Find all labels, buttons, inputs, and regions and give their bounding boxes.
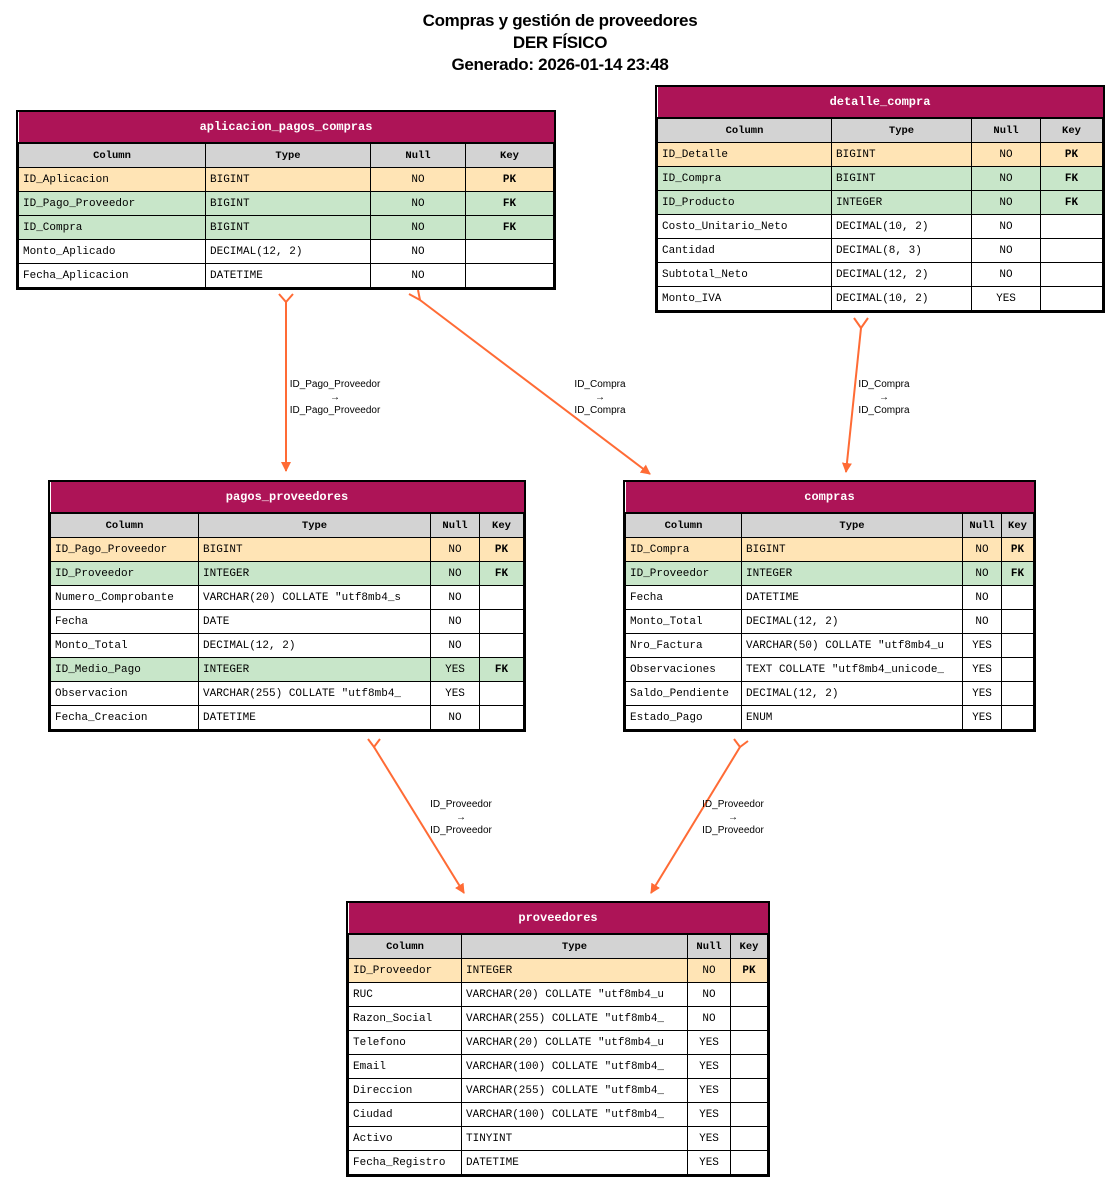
title-line-1: Compras y gestión de proveedores — [422, 11, 698, 30]
table-row — [626, 610, 1034, 634]
null-cell: NO — [431, 610, 480, 634]
column-header-key: Key — [480, 513, 524, 538]
type-cell: INTEGER — [742, 562, 963, 586]
null-cell: NO — [431, 562, 480, 586]
column-header-key: Key — [1041, 118, 1103, 143]
key-cell — [480, 610, 524, 634]
table-row — [349, 959, 768, 983]
key-cell — [1002, 706, 1034, 730]
key-cell — [1002, 658, 1034, 682]
null-cell: NO — [431, 634, 480, 658]
column-name-cell: ID_Pago_Proveedor — [51, 538, 199, 562]
table-row — [349, 1031, 768, 1055]
edge-label-aplicacion-compras: ID_Compra → ID_Compra — [574, 379, 626, 416]
null-cell: NO — [972, 167, 1041, 191]
key-cell — [1002, 634, 1034, 658]
null-cell: YES — [688, 1103, 731, 1127]
type-cell: DATETIME — [742, 586, 963, 610]
key-cell: FK — [480, 562, 524, 586]
column-header-key: Key — [466, 143, 554, 168]
key-cell — [731, 1127, 768, 1151]
column-name-cell: Ciudad — [349, 1103, 462, 1127]
key-cell — [731, 1007, 768, 1031]
edge-label-aplicacion-pagos: ID_Pago_Proveedor → ID_Pago_Proveedor — [289, 379, 381, 416]
column-header-key: Key — [731, 934, 768, 959]
column-name-cell: Activo — [349, 1127, 462, 1151]
table-row — [349, 1007, 768, 1031]
null-cell: YES — [963, 706, 1002, 730]
type-cell: VARCHAR(100) COLLATE "utf8mb4_ — [462, 1103, 688, 1127]
key-cell — [1041, 239, 1103, 263]
column-header-null: Null — [688, 934, 731, 959]
table-row — [626, 634, 1034, 658]
column-header-column: Column — [658, 118, 832, 143]
type-cell: VARCHAR(100) COLLATE "utf8mb4_ — [462, 1055, 688, 1079]
key-cell — [480, 586, 524, 610]
null-cell: YES — [431, 658, 480, 682]
table-row — [626, 586, 1034, 610]
type-cell: DATETIME — [199, 706, 431, 730]
column-name-cell: Direccion — [349, 1079, 462, 1103]
type-cell: INTEGER — [199, 658, 431, 682]
null-cell: NO — [963, 610, 1002, 634]
column-header-null: Null — [972, 118, 1041, 143]
type-cell: VARCHAR(50) COLLATE "utf8mb4_u — [742, 634, 963, 658]
column-header-type: Type — [206, 143, 371, 168]
column-name-cell: ID_Detalle — [658, 143, 832, 167]
null-cell: NO — [371, 192, 466, 216]
table-row — [349, 1127, 768, 1151]
key-cell: FK — [1002, 562, 1034, 586]
column-header-null: Null — [431, 513, 480, 538]
column-name-cell: Fecha — [626, 586, 742, 610]
column-header-column: Column — [349, 934, 462, 959]
key-cell — [480, 634, 524, 658]
type-cell: BIGINT — [832, 167, 972, 191]
column-name-cell: Razon_Social — [349, 1007, 462, 1031]
entity-pagos-proveedores — [48, 480, 526, 732]
table-row — [51, 634, 524, 658]
type-cell: DECIMAL(12, 2) — [832, 263, 972, 287]
null-cell: NO — [972, 191, 1041, 215]
table-row — [51, 586, 524, 610]
null-cell: YES — [963, 682, 1002, 706]
key-cell — [480, 682, 524, 706]
column-name-cell: Fecha_Aplicacion — [19, 264, 206, 288]
key-cell — [1002, 610, 1034, 634]
null-cell: NO — [371, 240, 466, 264]
table-row — [51, 538, 524, 562]
null-cell: NO — [963, 586, 1002, 610]
table-row — [19, 264, 554, 288]
entity-aplicacion-pagos-compras — [16, 110, 556, 290]
entity-title: pagos_proveedores — [51, 482, 524, 513]
type-cell: DATETIME — [206, 264, 371, 288]
key-cell: FK — [1041, 167, 1103, 191]
table-row — [658, 287, 1103, 311]
type-cell: DECIMAL(12, 2) — [742, 682, 963, 706]
null-cell: YES — [688, 1151, 731, 1175]
column-name-cell: ID_Compra — [626, 538, 742, 562]
table-row — [626, 562, 1034, 586]
table-row — [349, 1055, 768, 1079]
type-cell: INTEGER — [462, 959, 688, 983]
key-cell — [1041, 287, 1103, 311]
title-line-3: Generado: 2026-01-14 23:48 — [451, 55, 669, 74]
key-cell — [731, 1079, 768, 1103]
column-name-cell: ID_Producto — [658, 191, 832, 215]
entity-title: detalle_compra — [658, 87, 1103, 118]
column-name-cell: Nro_Factura — [626, 634, 742, 658]
column-header-null: Null — [963, 513, 1002, 538]
table-row — [626, 658, 1034, 682]
type-cell: INTEGER — [832, 191, 972, 215]
key-cell — [1041, 263, 1103, 287]
table-row — [658, 191, 1103, 215]
key-cell — [466, 264, 554, 288]
null-cell: NO — [688, 983, 731, 1007]
edge-label-detalle-compras: ID_Compra → ID_Compra — [858, 379, 910, 416]
table-row — [51, 610, 524, 634]
key-cell: FK — [466, 192, 554, 216]
column-name-cell: Fecha_Registro — [349, 1151, 462, 1175]
null-cell: YES — [431, 682, 480, 706]
key-cell — [466, 240, 554, 264]
null-cell: YES — [688, 1055, 731, 1079]
column-name-cell: Monto_Total — [626, 610, 742, 634]
key-cell: PK — [480, 538, 524, 562]
table-row — [349, 1103, 768, 1127]
type-cell: TEXT COLLATE "utf8mb4_unicode_ — [742, 658, 963, 682]
type-cell: INTEGER — [199, 562, 431, 586]
key-cell — [731, 1103, 768, 1127]
type-cell: VARCHAR(255) COLLATE "utf8mb4_ — [462, 1079, 688, 1103]
table-row — [658, 239, 1103, 263]
type-cell: VARCHAR(20) COLLATE "utf8mb4_u — [462, 983, 688, 1007]
key-cell: FK — [1041, 191, 1103, 215]
type-cell: VARCHAR(20) COLLATE "utf8mb4_s — [199, 586, 431, 610]
key-cell: PK — [731, 959, 768, 983]
key-cell — [731, 1031, 768, 1055]
table-row — [51, 562, 524, 586]
column-name-cell: ID_Proveedor — [349, 959, 462, 983]
entity-title: aplicacion_pagos_compras — [19, 112, 554, 143]
key-cell — [731, 1151, 768, 1175]
key-cell — [480, 706, 524, 730]
null-cell: NO — [688, 1007, 731, 1031]
type-cell: VARCHAR(20) COLLATE "utf8mb4_u — [462, 1031, 688, 1055]
table-row — [19, 240, 554, 264]
table-row — [658, 263, 1103, 287]
null-cell: YES — [688, 1127, 731, 1151]
table-row — [658, 143, 1103, 167]
type-cell: BIGINT — [206, 192, 371, 216]
null-cell: NO — [963, 562, 1002, 586]
column-header-column: Column — [626, 513, 742, 538]
column-header-type: Type — [832, 118, 972, 143]
key-cell: FK — [466, 216, 554, 240]
edge-label-compras-proveedores: ID_Proveedor → ID_Proveedor — [702, 799, 764, 836]
null-cell: NO — [371, 216, 466, 240]
null-cell: NO — [972, 215, 1041, 239]
null-cell: NO — [972, 263, 1041, 287]
type-cell: DECIMAL(8, 3) — [832, 239, 972, 263]
type-cell: DECIMAL(12, 2) — [742, 610, 963, 634]
type-cell: VARCHAR(255) COLLATE "utf8mb4_ — [462, 1007, 688, 1031]
null-cell: NO — [431, 538, 480, 562]
null-cell: NO — [688, 959, 731, 983]
table-row — [658, 167, 1103, 191]
column-name-cell: ID_Aplicacion — [19, 168, 206, 192]
entity-title: proveedores — [349, 903, 768, 934]
key-cell — [1002, 586, 1034, 610]
type-cell: BIGINT — [206, 168, 371, 192]
column-name-cell: Fecha_Creacion — [51, 706, 199, 730]
table-row — [19, 168, 554, 192]
key-cell: PK — [466, 168, 554, 192]
null-cell: NO — [431, 706, 480, 730]
table-row — [51, 706, 524, 730]
key-cell — [1002, 682, 1034, 706]
key-cell: PK — [1002, 538, 1034, 562]
column-name-cell: Estado_Pago — [626, 706, 742, 730]
column-name-cell: ID_Compra — [658, 167, 832, 191]
table-row — [626, 538, 1034, 562]
type-cell: DATETIME — [462, 1151, 688, 1175]
column-name-cell: Monto_Total — [51, 634, 199, 658]
column-header-type: Type — [742, 513, 963, 538]
key-cell: PK — [1041, 143, 1103, 167]
type-cell: BIGINT — [832, 143, 972, 167]
table-row — [51, 658, 524, 682]
null-cell: NO — [371, 264, 466, 288]
column-name-cell: Telefono — [349, 1031, 462, 1055]
column-name-cell: Saldo_Pendiente — [626, 682, 742, 706]
column-name-cell: Observacion — [51, 682, 199, 706]
null-cell: NO — [963, 538, 1002, 562]
column-header-column: Column — [51, 513, 199, 538]
type-cell: DECIMAL(12, 2) — [206, 240, 371, 264]
column-header-type: Type — [199, 513, 431, 538]
column-name-cell: Costo_Unitario_Neto — [658, 215, 832, 239]
null-cell: YES — [688, 1031, 731, 1055]
type-cell: BIGINT — [742, 538, 963, 562]
table-row — [658, 215, 1103, 239]
column-name-cell: ID_Pago_Proveedor — [19, 192, 206, 216]
column-name-cell: Numero_Comprobante — [51, 586, 199, 610]
column-name-cell: ID_Medio_Pago — [51, 658, 199, 682]
key-cell: FK — [480, 658, 524, 682]
column-header-null: Null — [371, 143, 466, 168]
table-row — [51, 682, 524, 706]
null-cell: NO — [972, 239, 1041, 263]
entity-compras — [623, 480, 1036, 732]
null-cell: YES — [972, 287, 1041, 311]
column-name-cell: ID_Proveedor — [626, 562, 742, 586]
type-cell: BIGINT — [199, 538, 431, 562]
null-cell: YES — [963, 658, 1002, 682]
type-cell: DECIMAL(12, 2) — [199, 634, 431, 658]
table-row — [349, 983, 768, 1007]
table-row — [349, 1079, 768, 1103]
column-name-cell: Monto_IVA — [658, 287, 832, 311]
table-row — [19, 216, 554, 240]
null-cell: NO — [972, 143, 1041, 167]
column-name-cell: Monto_Aplicado — [19, 240, 206, 264]
column-name-cell: ID_Proveedor — [51, 562, 199, 586]
edge-label-pagos-proveedores: ID_Proveedor → ID_Proveedor — [430, 799, 492, 836]
type-cell: VARCHAR(255) COLLATE "utf8mb4_ — [199, 682, 431, 706]
key-cell — [731, 1055, 768, 1079]
table-row — [349, 1151, 768, 1175]
table-row — [19, 192, 554, 216]
column-name-cell: Subtotal_Neto — [658, 263, 832, 287]
entity-proveedores — [346, 901, 770, 1177]
type-cell: TINYINT — [462, 1127, 688, 1151]
type-cell: DECIMAL(10, 2) — [832, 215, 972, 239]
table-row — [626, 706, 1034, 730]
column-name-cell: Observaciones — [626, 658, 742, 682]
type-cell: DATE — [199, 610, 431, 634]
null-cell: NO — [371, 168, 466, 192]
null-cell: YES — [963, 634, 1002, 658]
column-name-cell: Cantidad — [658, 239, 832, 263]
null-cell: YES — [688, 1079, 731, 1103]
entity-title: compras — [626, 482, 1034, 513]
null-cell: NO — [431, 586, 480, 610]
title-line-2: DER FÍSICO — [512, 33, 608, 52]
type-cell: BIGINT — [206, 216, 371, 240]
entity-detalle-compra — [655, 85, 1105, 313]
column-name-cell: ID_Compra — [19, 216, 206, 240]
type-cell: ENUM — [742, 706, 963, 730]
key-cell — [1041, 215, 1103, 239]
column-name-cell: Fecha — [51, 610, 199, 634]
column-name-cell: Email — [349, 1055, 462, 1079]
column-header-key: Key — [1002, 513, 1034, 538]
column-name-cell: RUC — [349, 983, 462, 1007]
column-header-type: Type — [462, 934, 688, 959]
table-row — [626, 682, 1034, 706]
column-header-column: Column — [19, 143, 206, 168]
key-cell — [731, 983, 768, 1007]
type-cell: DECIMAL(10, 2) — [832, 287, 972, 311]
